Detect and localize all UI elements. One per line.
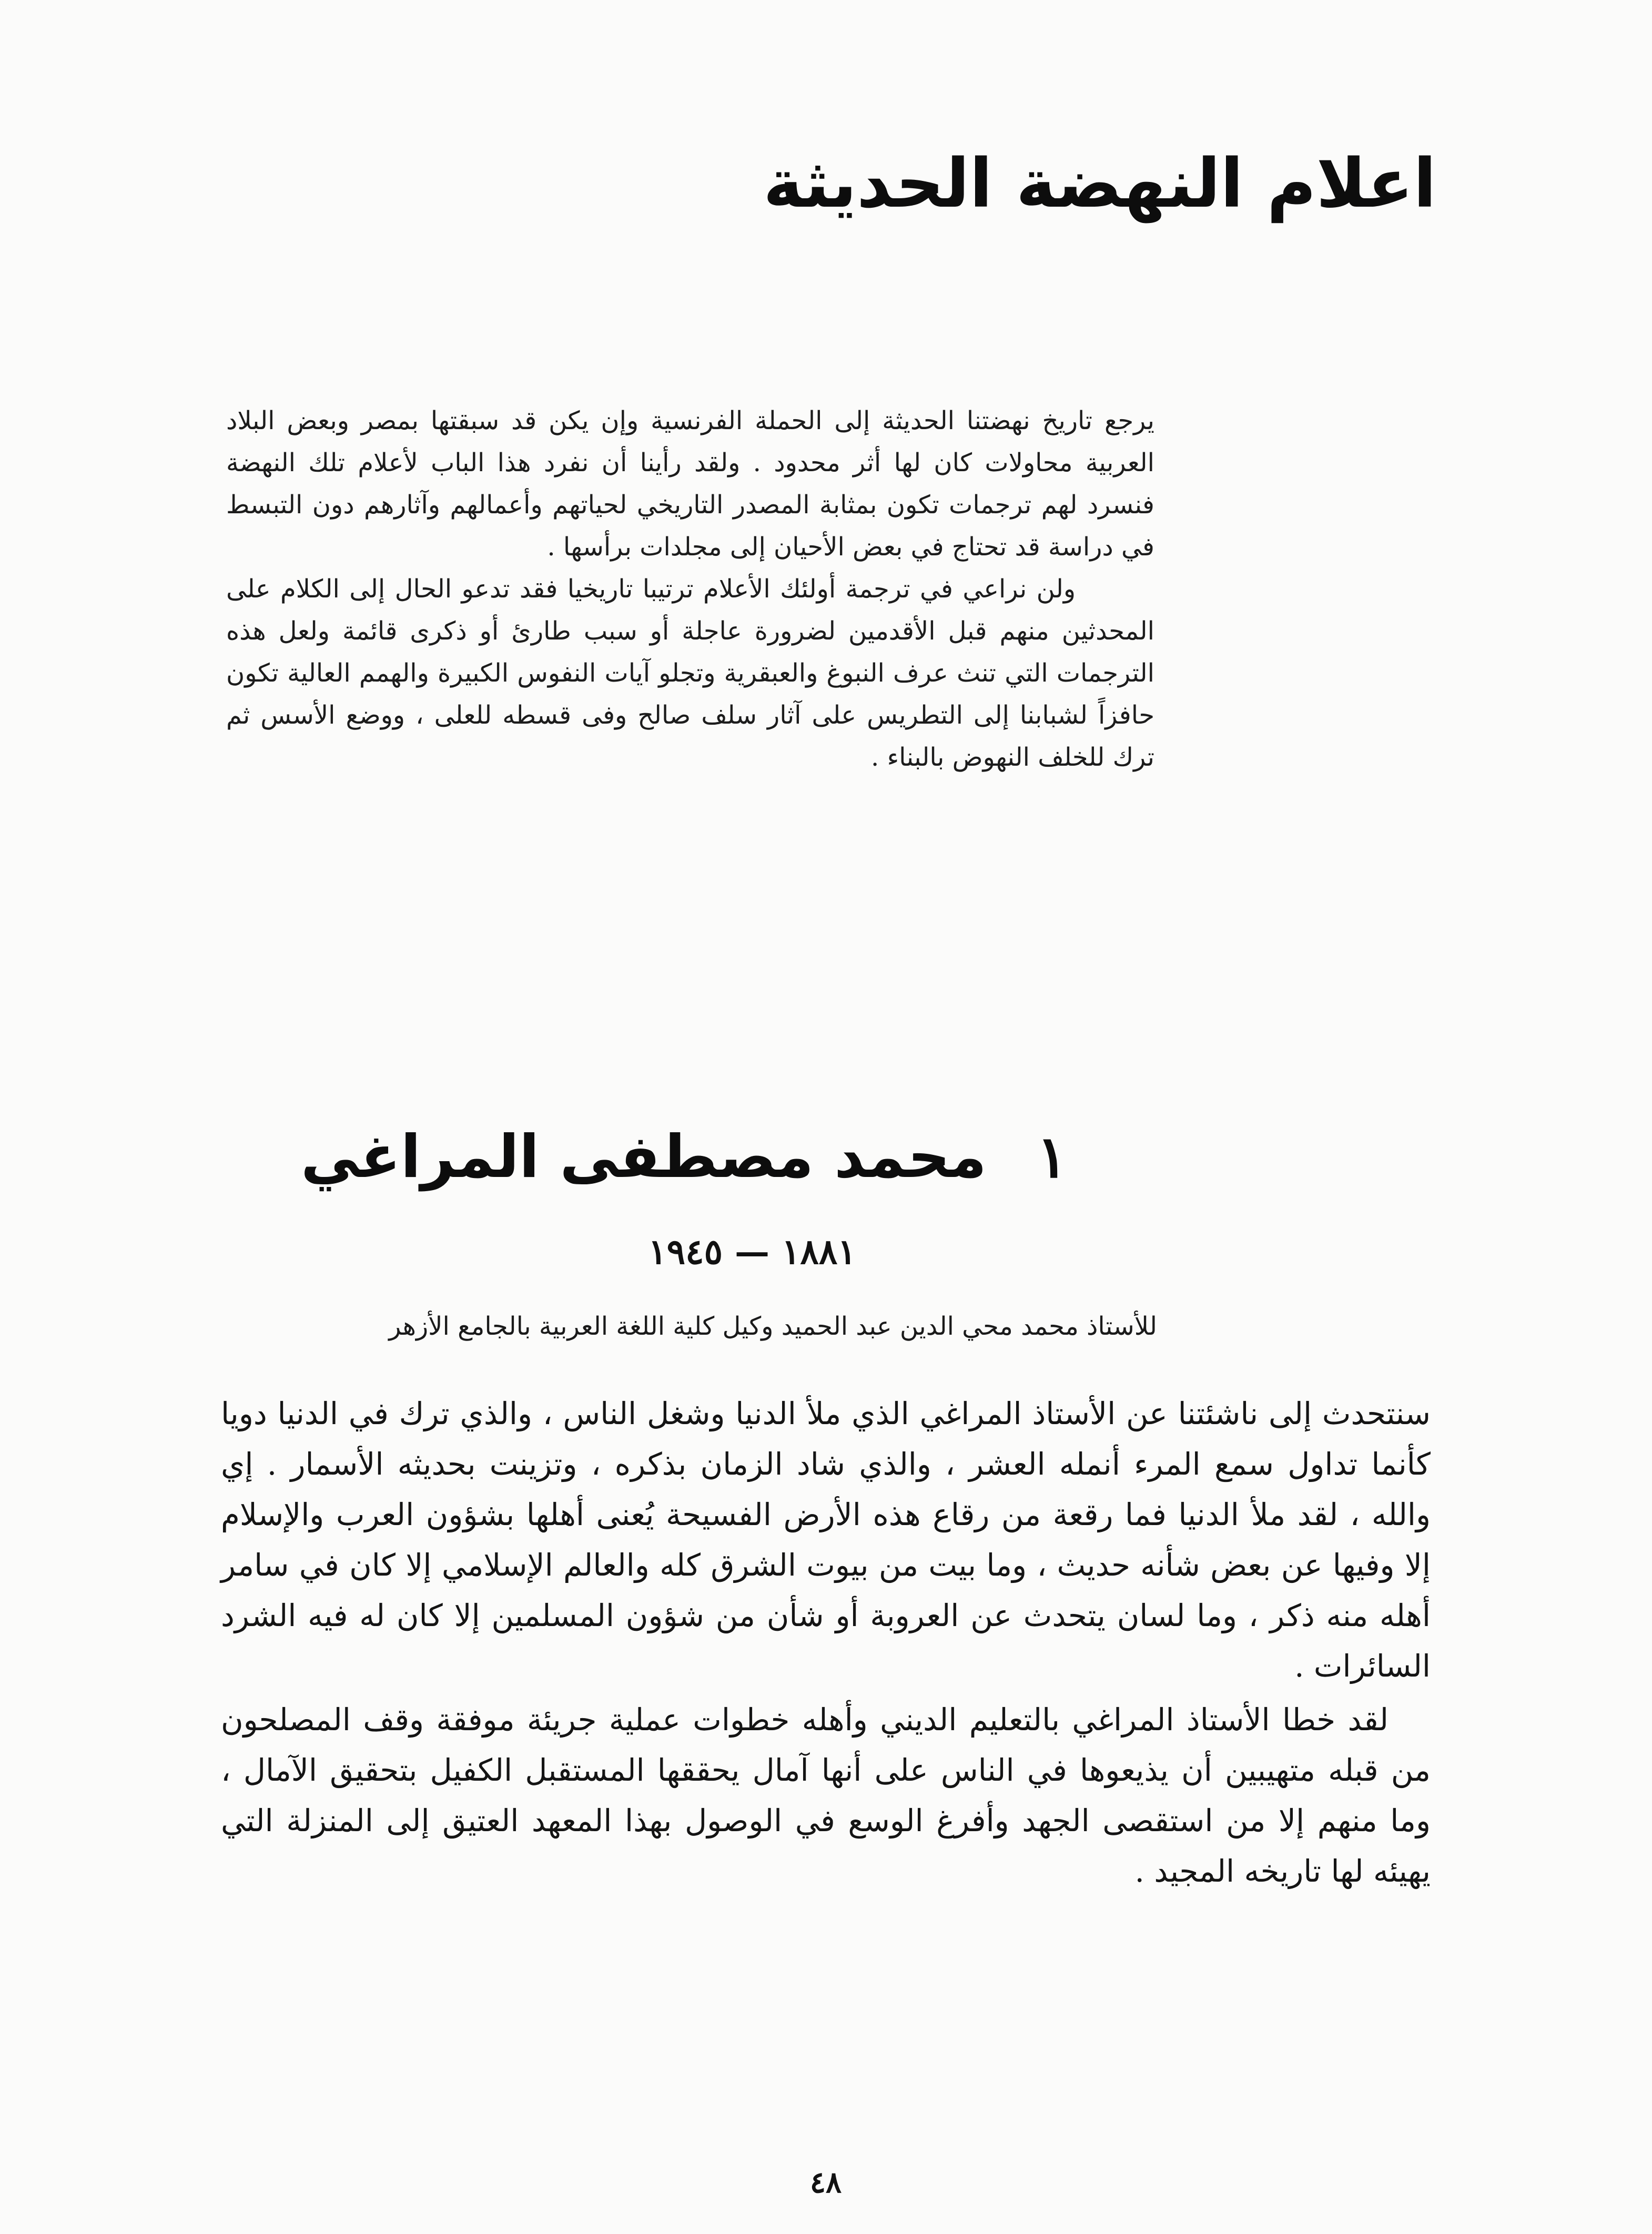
article-years: ١٨٨١ — ١٩٤٥ [648,1231,856,1272]
intro-paragraph: يرجع تاريخ نهضتنا الحديثة إلى الحملة الفرنسية وإن يكن قد سبقتها بمصر وبعض البلاد العربية محاولات كان لها أثر محدود . ولقد رأينا أن نفرد هذا الباب لأعلام تلك النهضة فنسرد لهم ترجمات تكون بمثابة المصدر التاريخي لحياتهم وأعمالهم وآثارهم دون التبسط في دراسة قد تحتاج في بعض الأحيان إلى مجلدات برأسها . [226,406,1154,562]
intro-section [226,400,1154,778]
article-number: ١ [1036,1123,1068,1191]
page-number: ٤٨ [809,2165,842,2200]
article-byline: للأستاذ محمد محي الدين عبد الحميد وكيل كلية اللغة العربية بالجامع الأزهر [389,1312,1157,1341]
article-heading [300,1107,1068,1207]
series-title: اعلام النهضة الحديثة [763,145,1436,223]
article-title: محمد مصطفى المراغي [300,1123,987,1191]
intro-paragraph: ولن نراعي في ترجمة أولئك الأعلام ترتيبا تاريخيا فقد تدعو الحال إلى الكلام على المحدثين منهم قبل الأقدمين لضرورة عاجلة أو سبب طارئ أو ذكرى قائمة ولعل هذه الترجمات التي تنث عرف النبوغ والعبقرية وتجلو آيات النفوس الكبيرة والهمم العالية تكون حافزاً لشبابنا إلى التطريس على آثار سلف صالح وفى قسطه للعلى ، ووضع الأسس ثم ترك للخلف النهوض بالبناء . [226,574,1155,772]
body-paragraph: لقد خطا الأستاذ المراغي بالتعليم الديني وأهله خطوات عملية جريئة موفقة وقف المصلحون من قبله متهيبين أن يذيعوها في الناس على أنها آمال يحققها المستقبل الكفيل بتحقيق الآمال ، وما منهم إلا من استقصى الجهد وأفرغ الوسع في الوصول بهذا المعهد العتيق إلى المنزلة التي يهيئه لها تاريخه المجيد . [221,1702,1431,1889]
body-paragraph: سنتحدث إلى ناشئتنا عن الأستاذ المراغي الذي ملأ الدنيا وشغل الناس ، والذي ترك في الدنيا دويا كأنما تداول سمع المرء أنمله العشر ، والذي شاد الزمان بذكره ، وتزينت بحديثه الأسمار . إي والله ، لقد ملأ الدنيا فما رقعة من رقاع هذه الأرض الفسيحة يُعنى أهلها بشؤون العرب والإسلام إلا وفيها عن بعض شأنه حديث ، وما بيت من بيوت الشرق كله والعالم الإسلامي إلا كان في سامر أهله منه ذكر ، وما لسان يتحدث عن العروبة أو شأن من شؤون المسلمين إلا كان له فيه الشرد السائرات . [221,1396,1431,1684]
article-body [221,1388,1431,1896]
